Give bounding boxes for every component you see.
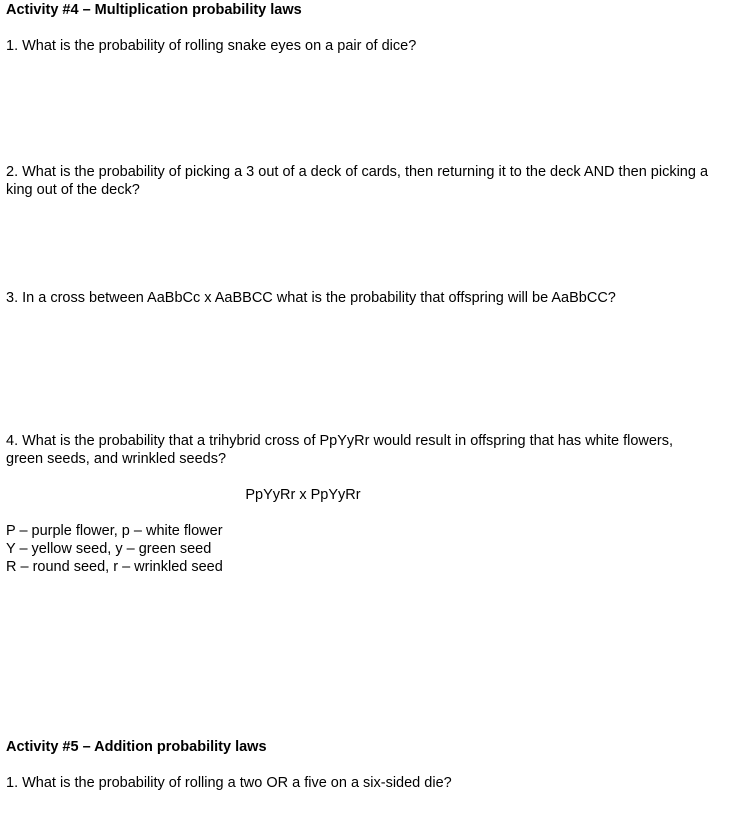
activity-4-question-3: 3. In a cross between AaBbCc x AaBBCC what is the probability that offspring will be AaBbCC?: [6, 290, 616, 306]
activity-4-heading: Activity #4 – Multiplication probability laws: [6, 2, 302, 18]
activity-5-heading: Activity #5 – Addition probability laws: [6, 739, 267, 755]
allele-key-r: R – round seed, r – wrinkled seed: [6, 559, 223, 575]
allele-key-p: P – purple flower, p – white flower: [6, 523, 223, 539]
activity-4-question-2: 2. What is the probability of picking a 3 out of a deck of cards, then returning it to the deck AND then picking a king out of the deck?: [6, 164, 709, 198]
activity-4-question-1: 1. What is the probability of rolling snake eyes on a pair of dice?: [6, 38, 417, 54]
activity-5-question-1: 1. What is the probability of rolling a two OR a five on a six-sided die?: [6, 775, 452, 791]
activity-4-question-4: 4. What is the probability that a trihybrid cross of PpYyRr would result in offspring that has white flowers, green seeds, and wrinkled seeds?: [6, 433, 674, 467]
allele-key-y: Y – yellow seed, y – green seed: [6, 541, 212, 557]
cross-expression: PpYyRr x PpYyRr: [245, 487, 361, 503]
